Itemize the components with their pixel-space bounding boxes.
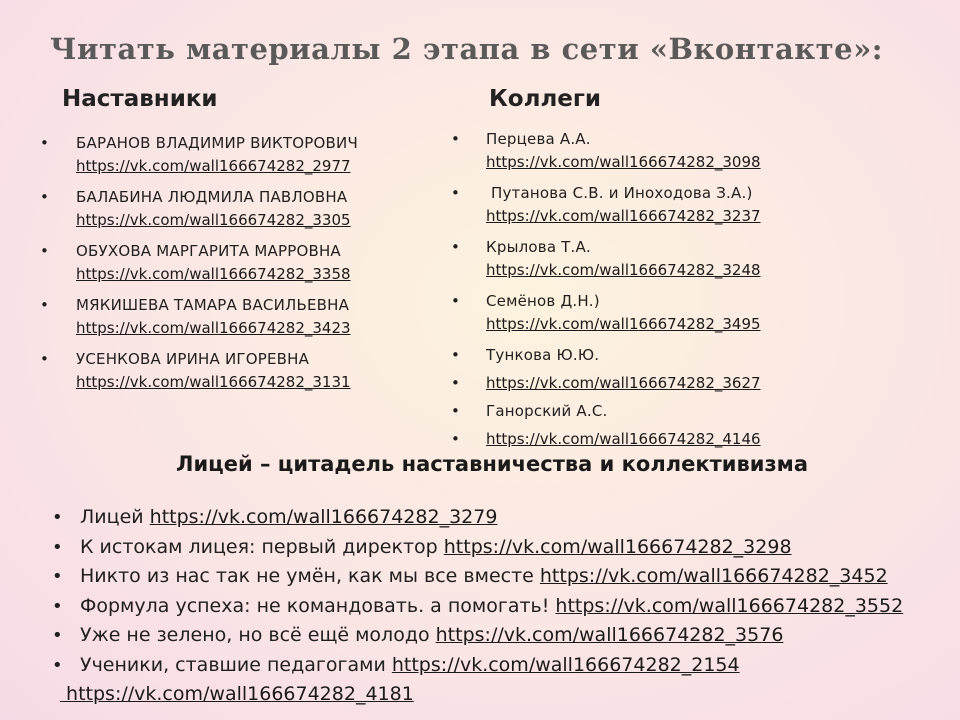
colleague-name: Семёнов Д.Н.) bbox=[486, 292, 600, 310]
lyceum-link[interactable]: https://vk.com/wall166674282_3452 bbox=[539, 565, 888, 587]
bullet-icon: • bbox=[52, 654, 63, 676]
bullet-icon: • bbox=[52, 566, 63, 587]
colleague-name: Тункова Ю.Ю. bbox=[486, 346, 600, 364]
colleagues-heading: Коллеги bbox=[489, 86, 602, 112]
colleague-name: Перцева А.А. bbox=[486, 130, 591, 148]
bullet-icon: • bbox=[52, 507, 63, 528]
lyceum-link[interactable]: https://vk.com/wall166674282_3552 bbox=[555, 594, 904, 617]
lyceum-item bbox=[52, 651, 942, 681]
bullet-icon: • bbox=[52, 625, 63, 646]
colleague-link[interactable]: https://vk.com/wall166674282_4146 bbox=[486, 430, 761, 448]
colleague-item bbox=[449, 128, 829, 174]
mentor-link[interactable]: https://vk.com/wall166674282_3423 bbox=[76, 319, 351, 337]
bullet-icon: • bbox=[451, 402, 460, 420]
colleague-name: Крылова Т.А. bbox=[486, 238, 591, 256]
mentor-link[interactable]: https://vk.com/wall166674282_3358 bbox=[76, 265, 351, 283]
bullet-icon: • bbox=[40, 188, 49, 206]
bullet-icon: • bbox=[40, 296, 49, 314]
mentor-name: БАРАНОВ ВЛАДИМИР ВИКТОРОВИЧ bbox=[76, 134, 358, 152]
bullet-icon: • bbox=[40, 134, 49, 152]
lyceum-item-text: Лицей bbox=[80, 506, 150, 528]
colleague-item bbox=[449, 372, 829, 395]
colleague-link[interactable]: https://vk.com/wall166674282_3237 bbox=[486, 207, 761, 225]
colleague-item bbox=[449, 236, 829, 282]
colleague-link[interactable]: https://vk.com/wall166674282_3098 bbox=[486, 153, 761, 171]
colleagues-list bbox=[449, 128, 829, 456]
lyceum-item bbox=[52, 680, 942, 710]
colleague-link[interactable]: https://vk.com/wall166674282_3248 bbox=[486, 261, 761, 279]
lyceum-item bbox=[52, 503, 942, 533]
mentor-item bbox=[38, 294, 438, 340]
colleague-item bbox=[449, 344, 829, 367]
bullet-icon: • bbox=[451, 374, 460, 392]
colleague-item bbox=[449, 400, 829, 423]
lyceum-heading: Лицей – цитадель наставничества и коллективизма bbox=[176, 452, 809, 476]
lyceum-link[interactable]: https://vk.com/wall166674282_2154 bbox=[391, 653, 740, 676]
colleague-link[interactable]: https://vk.com/wall166674282_3627 bbox=[486, 374, 761, 392]
mentor-item bbox=[38, 240, 438, 286]
mentor-link[interactable]: https://vk.com/wall166674282_3305 bbox=[76, 211, 351, 229]
lyceum-item-text: Уже не зелено, но всё ещё молодо bbox=[80, 624, 436, 646]
mentor-name: ОБУХОВА МАРГАРИТА МАРРОВНА bbox=[76, 242, 341, 260]
lyceum-item-text: Ученики, ставшие педагогами bbox=[80, 653, 392, 676]
lyceum-item bbox=[52, 533, 942, 563]
mentor-link[interactable]: https://vk.com/wall166674282_3131 bbox=[76, 373, 351, 391]
colleague-item bbox=[449, 182, 829, 228]
colleague-item bbox=[449, 428, 829, 451]
mentor-item bbox=[38, 186, 438, 232]
bullet-icon: • bbox=[451, 184, 460, 202]
lyceum-item bbox=[52, 592, 942, 622]
mentor-name: МЯКИШЕВА ТАМАРА ВАСИЛЬЕВНА bbox=[76, 296, 350, 314]
colleague-name: Путанова С.В. и Иноходова З.А.) bbox=[486, 184, 753, 202]
colleague-name: Ганорский А.С. bbox=[486, 402, 608, 420]
bullet-icon: • bbox=[52, 595, 63, 617]
lyceum-item-text: Формула успеха: не командовать. а помогать! bbox=[80, 594, 556, 617]
lyceum-link[interactable]: https://vk.com/wall166674282_4181 bbox=[60, 683, 414, 705]
mentor-item bbox=[38, 132, 438, 178]
lyceum-item-text: К истокам лицея: первый директор bbox=[80, 535, 444, 558]
bullet-icon: • bbox=[40, 350, 49, 368]
bullet-icon: • bbox=[451, 430, 460, 448]
bullet-icon: • bbox=[40, 242, 49, 260]
bullet-icon: • bbox=[451, 130, 460, 148]
lyceum-list bbox=[52, 503, 942, 710]
mentor-item bbox=[38, 348, 438, 394]
mentor-link[interactable]: https://vk.com/wall166674282_2977 bbox=[76, 157, 351, 175]
lyceum-item-text: Никто из нас так не умён, как мы все вместе bbox=[80, 565, 540, 587]
bullet-icon: • bbox=[52, 536, 63, 558]
bullet-icon: • bbox=[451, 292, 460, 310]
colleague-item bbox=[449, 290, 829, 336]
mentor-name: БАЛАБИНА ЛЮДМИЛА ПАВЛОВНА bbox=[76, 188, 348, 206]
lyceum-link[interactable]: https://vk.com/wall166674282_3279 bbox=[149, 506, 498, 528]
mentors-heading: Наставники bbox=[62, 86, 218, 112]
lyceum-item bbox=[52, 562, 942, 592]
lyceum-link[interactable]: https://vk.com/wall166674282_3298 bbox=[443, 535, 792, 558]
colleague-link[interactable]: https://vk.com/wall166674282_3495 bbox=[486, 315, 761, 333]
lyceum-link[interactable]: https://vk.com/wall166674282_3576 bbox=[435, 624, 784, 646]
lyceum-item bbox=[52, 621, 942, 651]
mentor-name: УСЕНКОВА ИРИНА ИГОРЕВНА bbox=[76, 350, 310, 368]
mentors-list bbox=[38, 132, 438, 402]
page-title: Читать материалы 2 этапа в сети «Вконтакте»: bbox=[50, 32, 883, 66]
bullet-icon: • bbox=[451, 238, 460, 256]
bullet-icon: • bbox=[451, 346, 460, 364]
